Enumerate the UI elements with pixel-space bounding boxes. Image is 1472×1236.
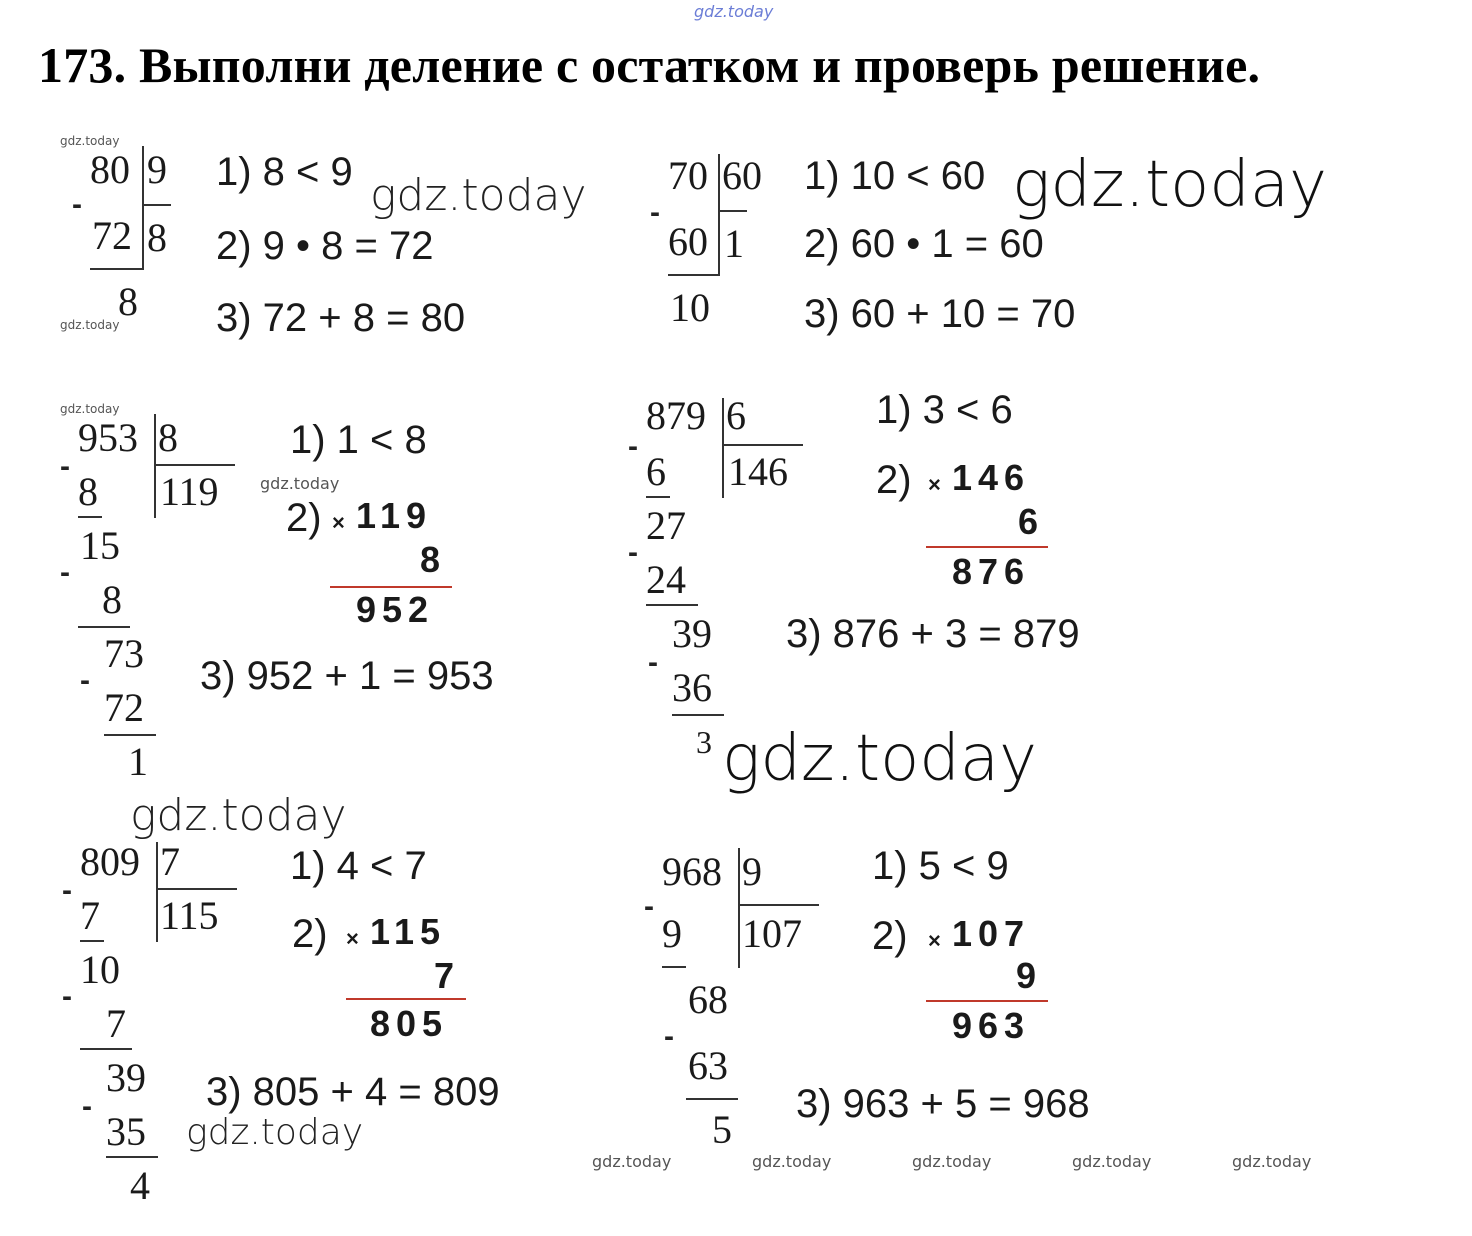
subtrahend: 60 [668,219,708,264]
subtraction-line [104,734,156,736]
multiplicand: 119 [356,495,433,536]
watermark-medium: gdz.today [370,170,587,221]
divisor: 60 [722,153,762,198]
division-bracket [154,414,156,518]
minus-sign: - [60,556,70,589]
step-1: 1) 4 < 7 [290,844,427,888]
subtraction-line [668,274,718,276]
partial-subtrahend: 6 [646,449,666,494]
step-2: 2) [286,496,322,540]
partial-subtrahend: 9 [662,911,682,956]
multiply-sign: × [928,472,947,497]
step-3: 3) 60 + 10 = 70 [804,292,1076,336]
partial-remainder: 10 [80,947,120,992]
quotient-line [719,210,747,212]
multiplicand: 146 [952,457,1031,498]
dividend: 968 [662,849,722,894]
partial-subtrahend: 36 [672,665,712,710]
multiplication-line [346,998,466,1000]
watermark-small: gdz.today [260,474,340,493]
subtraction-line [78,626,130,628]
subtraction-line [646,496,670,498]
multiplier: 7 [434,955,461,996]
multiply-sign: × [346,926,365,951]
dividend: 809 [80,839,140,884]
multiplicand: 115 [370,911,447,952]
multiplication-line [926,1000,1048,1002]
watermark-small: gdz.today [1072,1152,1152,1171]
watermark-small: gdz.today [912,1152,992,1171]
product: 876 [952,551,1031,592]
divisor: 6 [726,393,746,438]
quotient-line [723,444,803,446]
divisor: 9 [742,849,762,894]
step-1: 1) 5 < 9 [872,844,1009,888]
minus-sign: - [648,646,658,679]
step-3: 3) 963 + 5 = 968 [796,1082,1090,1126]
minus-sign: - [664,1020,674,1053]
partial-remainder: 39 [672,611,712,656]
subtraction-line [78,516,102,518]
subtraction-line [80,1048,132,1050]
quotient: 107 [742,911,802,956]
divisor: 8 [158,415,178,460]
multiplicand: 107 [952,913,1031,954]
quotient: 8 [147,215,167,260]
dividend: 879 [646,393,706,438]
subtraction-line [672,714,724,716]
product: 952 [356,589,435,630]
division-bracket [718,154,720,276]
quotient-line [157,888,237,890]
partial-remainder: 68 [688,977,728,1022]
quotient: 119 [160,469,219,514]
watermark-small: gdz.today [752,1152,832,1171]
step-2: 2) 9 • 8 = 72 [216,224,434,268]
step-1: 1) 8 < 9 [216,150,353,194]
minus-sign: - [628,536,638,569]
watermark-small: gdz.today [60,402,120,416]
minus-sign: - [72,188,82,221]
remainder: 10 [670,285,710,330]
multiplier: 9 [1016,955,1043,996]
partial-subtrahend: 8 [102,577,122,622]
partial-subtrahend: 7 [106,1001,126,1046]
minus-sign: - [62,874,72,907]
subtraction-line [106,1156,158,1158]
quotient: 146 [728,449,788,494]
step-2: 2) [872,914,908,958]
watermark-medium: gdz.today [130,790,347,841]
dividend: 80 [90,147,130,192]
minus-sign: - [82,1090,92,1123]
final-remainder: 3 [696,724,712,760]
partial-remainder: 27 [646,503,686,548]
minus-sign: - [628,430,638,463]
watermark-small: gdz.today [60,318,120,332]
minus-sign: - [644,890,654,923]
division-bracket [142,146,144,270]
multiply-sign: × [332,510,351,535]
step-1: 1) 1 < 8 [290,418,427,462]
remainder: 8 [118,279,138,324]
divisor: 9 [147,147,167,192]
partial-subtrahend: 24 [646,557,686,602]
watermark-small: gdz.today [1232,1152,1312,1171]
multiplier: 6 [1018,501,1045,542]
step-3: 3) 805 + 4 = 809 [206,1070,500,1114]
subtraction-line [90,268,142,270]
minus-sign: - [60,450,70,483]
minus-sign: - [62,980,72,1013]
subtraction-line [646,604,698,606]
partial-remainder: 73 [104,631,144,676]
division-bracket [722,398,724,498]
quotient: 1 [724,221,744,266]
watermark-large: gdz.today [722,722,1037,796]
watermark-small: gdz.today [60,134,120,148]
watermark-small: gdz.today [592,1152,672,1171]
product: 963 [952,1005,1031,1046]
subtraction-line [80,940,104,942]
quotient-line [143,204,171,206]
dividend: 70 [668,153,708,198]
watermark-large: gdz.today [1012,148,1327,222]
partial-remainder: 15 [80,523,120,568]
step-1: 1) 3 < 6 [876,388,1013,432]
partial-subtrahend: 8 [78,469,98,514]
watermark-top: gdz.today [694,2,774,21]
partial-subtrahend: 63 [688,1043,728,1088]
final-remainder: 4 [130,1163,150,1208]
quotient-line [155,464,235,466]
multiply-sign: × [928,928,947,953]
step-2: 2) 60 • 1 = 60 [804,222,1044,266]
multiplication-line [330,586,452,588]
subtraction-line [662,966,686,968]
exercise-title: 173. Выполни деление с остатком и проверь решение. [38,37,1261,93]
partial-subtrahend: 72 [104,685,144,730]
division-bracket [738,848,740,968]
dividend: 953 [78,415,138,460]
step-3: 3) 876 + 3 = 879 [786,612,1080,656]
product: 805 [370,1003,449,1044]
subtrahend: 72 [92,213,132,258]
quotient-line [739,904,819,906]
partial-remainder: 39 [106,1055,146,1100]
final-remainder: 5 [712,1107,732,1152]
step-1: 1) 10 < 60 [804,154,986,198]
minus-sign: - [650,196,660,229]
step-2: 2) [876,458,912,502]
divisor: 7 [160,839,180,884]
multiplier: 8 [420,539,447,580]
step-2: 2) [292,912,328,956]
step-3: 3) 952 + 1 = 953 [200,654,494,698]
minus-sign: - [80,664,90,697]
subtraction-line [686,1098,738,1100]
partial-subtrahend: 7 [80,893,100,938]
division-bracket [156,842,158,942]
quotient: 115 [160,893,219,938]
watermark-medium: gdz.today [186,1112,364,1153]
partial-subtrahend: 35 [106,1109,146,1154]
step-3: 3) 72 + 8 = 80 [216,296,466,340]
multiplication-line [926,546,1048,548]
final-remainder: 1 [128,739,148,784]
